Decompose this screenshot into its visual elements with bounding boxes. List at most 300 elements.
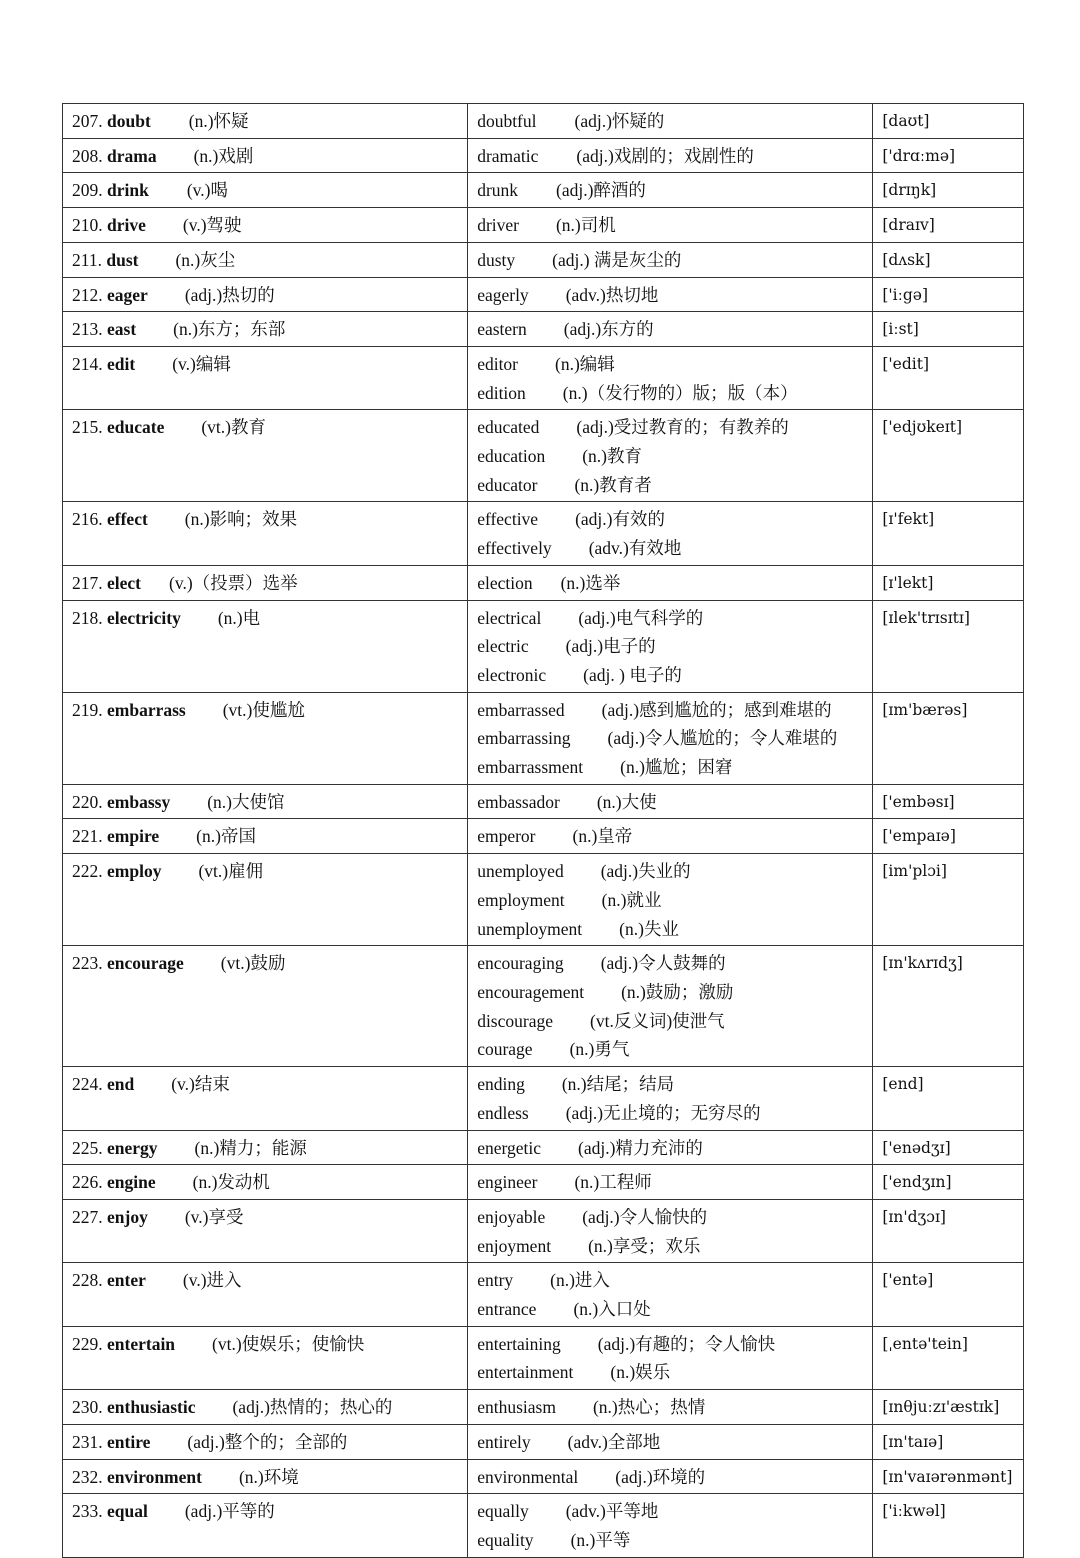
derived-definition: (adj.)戏剧的；戏剧性的 <box>576 145 754 166</box>
entry-number: 231. <box>72 1431 103 1452</box>
derived-form <box>477 978 863 1007</box>
derived-word: ending <box>477 1074 525 1095</box>
derived-forms-cell <box>468 1067 873 1130</box>
vocab-row <box>63 1390 1024 1425</box>
headword-line <box>72 569 458 598</box>
derived-form <box>477 107 863 136</box>
derived-word: entertaining <box>477 1333 561 1354</box>
derived-form <box>477 442 863 471</box>
derived-word: equality <box>477 1529 534 1550</box>
derived-definition: (adj.)无止境的；无穷尽的 <box>565 1102 761 1123</box>
derived-definition: (n.)教育 <box>582 446 642 467</box>
headword-definition: (n.)影响；效果 <box>184 509 298 530</box>
vocab-row <box>63 1459 1024 1494</box>
headword-text: effect <box>107 509 148 530</box>
headword-line <box>72 788 458 817</box>
derived-word: entertainment <box>477 1362 574 1383</box>
derived-form <box>477 661 863 690</box>
headword-definition: (vt.)使尴尬 <box>222 699 305 720</box>
headword-line <box>72 281 458 310</box>
derived-form <box>477 724 863 753</box>
vocab-row <box>63 104 1024 139</box>
derived-forms-cell <box>468 1326 873 1389</box>
entry-number: 215. <box>72 417 103 438</box>
headword-line <box>72 949 458 978</box>
derived-definition: (adj.)感到尴尬的；感到难堪的 <box>601 699 832 720</box>
headword-text: equal <box>107 1501 148 1522</box>
derived-definition: (n.)就业 <box>601 889 662 910</box>
headword-text: empire <box>107 826 160 847</box>
derived-form <box>477 1007 863 1036</box>
derived-word: encouraging <box>477 953 564 974</box>
headword-definition: (adj.)整个的；全部的 <box>187 1431 348 1452</box>
phonetic-transcription: ['empaɪə] <box>882 827 956 846</box>
phonetic-cell <box>873 1165 1024 1200</box>
derived-forms-cell <box>468 565 873 600</box>
headword-definition: (v.)喝 <box>186 180 228 201</box>
derived-word: educated <box>477 417 540 438</box>
derived-forms-cell <box>468 277 873 312</box>
derived-form <box>477 413 863 442</box>
entry-number: 227. <box>72 1206 103 1227</box>
headword-line <box>72 315 458 344</box>
headword <box>72 350 135 379</box>
headword-text: encourage <box>107 953 184 974</box>
derived-definition: (n.)娱乐 <box>610 1362 671 1383</box>
headword-text: employ <box>107 861 162 882</box>
derived-definition: (adj.)令人愉快的 <box>582 1206 708 1227</box>
derived-form <box>477 246 863 275</box>
phonetic-transcription: [daʊt] <box>882 112 930 130</box>
vocabulary-table <box>62 103 1024 1558</box>
phonetic-transcription: [dʌsk] <box>882 250 931 269</box>
derived-form <box>477 1168 863 1197</box>
headword-line <box>72 1070 458 1099</box>
phonetic-transcription: [im'plɔi] <box>882 862 947 881</box>
derived-word: electrical <box>477 607 542 628</box>
derived-form <box>477 350 863 379</box>
phonetic-transcription: [ˌentə'tein] <box>882 1334 968 1353</box>
derived-definition: (adj.)环境的 <box>615 1466 706 1487</box>
vocab-row <box>63 946 1024 1067</box>
headword-line <box>72 604 458 633</box>
entry-number: 212. <box>72 284 103 305</box>
phonetic-cell <box>873 1067 1024 1130</box>
phonetic-cell <box>873 784 1024 819</box>
headword-text: drink <box>107 180 149 201</box>
vocab-row <box>63 692 1024 784</box>
headword-line <box>72 142 458 171</box>
derived-word: embarrassed <box>477 699 565 720</box>
headword-text: environment <box>107 1466 202 1487</box>
derived-definition: (n.)享受；欢乐 <box>588 1235 701 1256</box>
derived-definition: (adv.)平等地 <box>565 1501 659 1522</box>
vocab-row <box>63 1326 1024 1389</box>
headword-cell <box>63 1326 468 1389</box>
derived-form <box>477 915 863 944</box>
vocab-row <box>63 1263 1024 1326</box>
headword-text: educate <box>107 417 165 438</box>
vocab-row <box>63 1165 1024 1200</box>
headword-cell <box>63 312 468 347</box>
headword-line <box>72 696 458 725</box>
headword-definition: (n.)帝国 <box>196 826 256 847</box>
vocab-row <box>63 173 1024 208</box>
phonetic-cell <box>873 242 1024 277</box>
derived-definition: (n.)平等 <box>570 1529 631 1550</box>
headword-definition: (v.)享受 <box>184 1206 244 1227</box>
derived-form <box>477 505 863 534</box>
headword <box>72 1070 134 1099</box>
derived-word: electric <box>477 636 529 657</box>
phonetic-transcription: ['endʒɪn] <box>882 1173 952 1192</box>
headword <box>72 822 159 851</box>
derived-form <box>477 1099 863 1128</box>
derived-word: employment <box>477 889 565 910</box>
derived-forms-cell <box>468 208 873 243</box>
derived-word: educator <box>477 474 538 495</box>
headword <box>72 246 138 275</box>
phonetic-cell <box>873 1459 1024 1494</box>
derived-definition: (n.)结尾；结局 <box>561 1074 675 1095</box>
derived-form <box>477 569 863 598</box>
headword-line <box>72 246 458 275</box>
derived-definition: (n.)入口处 <box>573 1299 651 1320</box>
headword-line <box>72 822 458 851</box>
phonetic-cell <box>873 600 1024 692</box>
phonetic-transcription: ['edit] <box>882 354 930 373</box>
derived-word: doubtful <box>477 111 537 131</box>
headword <box>72 696 186 725</box>
headword-text: enjoy <box>107 1206 148 1227</box>
derived-word: discourage <box>477 1010 553 1031</box>
headword <box>72 1203 148 1232</box>
phonetic-transcription: [draɪv] <box>882 216 935 235</box>
derived-form <box>477 949 863 978</box>
phonetic-cell <box>873 565 1024 600</box>
derived-word: edition <box>477 382 526 403</box>
headword-cell <box>63 242 468 277</box>
derived-form <box>477 176 863 205</box>
headword <box>72 857 161 886</box>
derived-forms-cell <box>468 1263 873 1326</box>
derived-definition: (n.)皇帝 <box>572 826 633 847</box>
vocab-row <box>63 277 1024 312</box>
derived-word: embassador <box>477 791 560 812</box>
headword-text: enthusiastic <box>107 1397 196 1418</box>
derived-form <box>477 1070 863 1099</box>
headword-line <box>72 1134 458 1163</box>
derived-forms-cell <box>468 138 873 173</box>
entry-number: 210. <box>72 215 103 236</box>
headword-line <box>72 107 458 136</box>
headword-text: end <box>107 1074 135 1095</box>
headword-definition: (n.)灰尘 <box>175 249 236 270</box>
phonetic-transcription: ['iːgə] <box>882 285 929 304</box>
headword <box>72 1168 156 1197</box>
derived-word: eagerly <box>477 284 529 305</box>
entry-number: 224. <box>72 1074 103 1095</box>
phonetic-cell <box>873 173 1024 208</box>
derived-definition: (adj. ) 电子的 <box>583 664 682 685</box>
headword <box>72 315 136 344</box>
phonetic-transcription: [ɪn'kʌrɪdʒ] <box>882 954 963 973</box>
derived-definition: (n.)鼓励；激励 <box>621 981 734 1002</box>
headword-line <box>72 350 458 379</box>
derived-word: entry <box>477 1270 514 1291</box>
derived-definition: (n.)司机 <box>555 215 616 236</box>
headword-cell <box>63 1424 468 1459</box>
derived-definition: (n.)热心；热情 <box>592 1397 706 1418</box>
headword-cell <box>63 600 468 692</box>
headword-cell <box>63 1459 468 1494</box>
vocab-row <box>63 312 1024 347</box>
entry-number: 220. <box>72 791 103 812</box>
phonetic-cell <box>873 312 1024 347</box>
headword-definition: (v.)结束 <box>171 1074 230 1095</box>
derived-word: enthusiasm <box>477 1397 556 1418</box>
entry-number: 219. <box>72 699 103 720</box>
derived-forms-cell <box>468 692 873 784</box>
derived-forms-cell <box>468 1494 873 1557</box>
derived-word: eastern <box>477 319 527 340</box>
derived-definition: (n.)大使 <box>596 791 657 812</box>
headword-definition: (v.)驾驶 <box>182 215 242 236</box>
entry-number: 229. <box>72 1333 103 1354</box>
headword-definition: (adj.)平等的 <box>184 1501 275 1522</box>
derived-word: courage <box>477 1039 533 1060</box>
derived-forms-cell <box>468 854 873 946</box>
entry-number: 216. <box>72 509 103 530</box>
derived-forms-cell <box>468 819 873 854</box>
headword-line <box>72 857 458 886</box>
headword-line <box>72 1428 458 1457</box>
headword-line <box>72 1393 458 1422</box>
headword-cell <box>63 1263 468 1326</box>
phonetic-cell <box>873 1130 1024 1165</box>
entry-number: 225. <box>72 1137 103 1158</box>
headword <box>72 788 170 817</box>
derived-word: driver <box>477 215 519 236</box>
derived-form <box>477 1463 863 1492</box>
phonetic-cell <box>873 692 1024 784</box>
derived-definition: (n.)勇气 <box>569 1039 630 1060</box>
derived-definition: (n.)工程师 <box>574 1172 652 1193</box>
entry-number: 232. <box>72 1466 103 1487</box>
vocab-row <box>63 410 1024 502</box>
derived-word: embarrassing <box>477 728 571 749</box>
vocab-row <box>63 1424 1024 1459</box>
headword <box>72 413 164 442</box>
derived-word: electronic <box>477 664 547 685</box>
headword-cell <box>63 1390 468 1425</box>
headword <box>72 1266 146 1295</box>
phonetic-transcription: [ɪnθjuːzɪ'æstɪk] <box>882 1398 1000 1417</box>
derived-word: education <box>477 446 546 467</box>
derived-form <box>477 1497 863 1526</box>
phonetic-cell <box>873 946 1024 1067</box>
headword-text: eager <box>107 284 148 305</box>
derived-definition: (adj.)有趣的；令人愉快 <box>597 1333 776 1354</box>
derived-definition: (n.)教育者 <box>574 474 652 495</box>
headword-definition: (adj.)热切的 <box>184 284 275 305</box>
phonetic-transcription: ['embəsɪ] <box>882 792 955 811</box>
derived-word: editor <box>477 353 519 374</box>
headword-definition: (n.)精力；能源 <box>194 1137 307 1158</box>
vocab-row <box>63 242 1024 277</box>
derived-word: energetic <box>477 1137 541 1158</box>
phonetic-cell <box>873 277 1024 312</box>
derived-word: drunk <box>477 180 519 201</box>
headword <box>72 281 148 310</box>
derived-form <box>477 857 863 886</box>
headword <box>72 142 157 171</box>
headword-line <box>72 1266 458 1295</box>
derived-definition: (adj.)令人鼓舞的 <box>600 953 726 974</box>
derived-definition: (adj.)怀疑的 <box>574 111 665 131</box>
headword-definition: (n.)发动机 <box>192 1172 270 1193</box>
entry-number: 208. <box>72 145 103 166</box>
phonetic-cell <box>873 502 1024 565</box>
derived-forms-cell <box>468 242 873 277</box>
headword-text: east <box>107 319 137 340</box>
phonetic-transcription: ['iːkwəl] <box>882 1502 946 1521</box>
derived-form <box>477 211 863 240</box>
vocab-row <box>63 138 1024 173</box>
derived-forms-cell <box>468 410 873 502</box>
derived-definition: (adv.)有效地 <box>588 538 682 559</box>
headword-cell <box>63 1199 468 1262</box>
phonetic-transcription: [drɪŋk] <box>882 181 937 200</box>
derived-forms-cell <box>468 1390 873 1425</box>
headword-cell <box>63 104 468 139</box>
phonetic-cell <box>873 1199 1024 1262</box>
derived-forms-cell <box>468 104 873 139</box>
derived-word: dusty <box>477 249 516 270</box>
headword-text: drive <box>107 215 146 236</box>
phonetic-cell <box>873 1326 1024 1389</box>
headword-line <box>72 1463 458 1492</box>
vocab-row <box>63 346 1024 409</box>
headword-cell <box>63 173 468 208</box>
derived-word: enjoyment <box>477 1235 552 1256</box>
derived-definition: (n.)选举 <box>560 572 621 593</box>
derived-form <box>477 142 863 171</box>
phonetic-transcription: [ɪn'vaɪərənmənt] <box>882 1467 1013 1486</box>
headword-line <box>72 1497 458 1526</box>
vocab-row <box>63 1130 1024 1165</box>
headword-cell <box>63 1130 468 1165</box>
headword-line <box>72 1168 458 1197</box>
derived-form <box>477 1203 863 1232</box>
phonetic-transcription: [ɪn'dʒɔɪ] <box>882 1207 946 1226</box>
headword-definition: (v.)进入 <box>182 1270 242 1291</box>
headword-definition: (vt.)雇佣 <box>198 861 264 882</box>
headword-definition: (vt.)教育 <box>201 417 267 438</box>
headword-cell <box>63 1165 468 1200</box>
headword-text: dust <box>106 249 139 270</box>
derived-form <box>477 1526 863 1555</box>
vocab-row <box>63 784 1024 819</box>
headword-cell <box>63 208 468 243</box>
headword-line <box>72 1330 458 1359</box>
vocab-row <box>63 600 1024 692</box>
derived-definition: (vt.反义词)使泄气 <box>590 1010 725 1031</box>
derived-word: effective <box>477 509 539 530</box>
derived-forms-cell <box>468 600 873 692</box>
entry-number: 228. <box>72 1270 103 1291</box>
derived-forms-cell <box>468 173 873 208</box>
headword-definition: (n.)环境 <box>238 1466 299 1487</box>
headword-line <box>72 211 458 240</box>
derived-definition: (n.)（发行物的）版；版（本） <box>562 382 798 403</box>
derived-form <box>477 281 863 310</box>
headword-text: drama <box>107 145 157 166</box>
derived-word: encouragement <box>477 981 585 1002</box>
derived-word: entirely <box>477 1431 531 1452</box>
vocab-row <box>63 1199 1024 1262</box>
derived-definition: (n.)编辑 <box>555 353 615 374</box>
headword-definition: (n.)大使馆 <box>207 791 285 812</box>
derived-definition: (adj.)精力充沛的 <box>578 1137 703 1158</box>
entry-number: 211. <box>72 249 102 270</box>
headword-line <box>72 505 458 534</box>
phonetic-cell <box>873 1390 1024 1425</box>
headword-cell <box>63 565 468 600</box>
headword <box>72 107 151 136</box>
phonetic-cell <box>873 819 1024 854</box>
headword-cell <box>63 277 468 312</box>
entry-number: 214. <box>72 353 103 374</box>
derived-word: dramatic <box>477 145 539 166</box>
headword <box>72 1463 202 1492</box>
headword-line <box>72 176 458 205</box>
headword-text: elect <box>107 572 141 593</box>
derived-word: engineer <box>477 1172 538 1193</box>
derived-form <box>477 1358 863 1387</box>
derived-form <box>477 315 863 344</box>
entry-number: 213. <box>72 319 103 340</box>
phonetic-transcription: ['edjʊkeɪt] <box>882 418 962 437</box>
phonetic-cell <box>873 208 1024 243</box>
derived-forms-cell <box>468 1130 873 1165</box>
phonetic-cell <box>873 410 1024 502</box>
headword-text: edit <box>107 353 136 374</box>
headword-cell <box>63 692 468 784</box>
headword <box>72 604 181 633</box>
derived-definition: (adj.)东方的 <box>563 319 654 340</box>
derived-definition: (adj.)电子的 <box>565 636 656 657</box>
headword-definition: (vt.)鼓励 <box>220 953 286 974</box>
entry-number: 226. <box>72 1172 103 1193</box>
derived-form <box>477 1330 863 1359</box>
headword <box>72 505 148 534</box>
derived-form <box>477 534 863 563</box>
derived-definition: (n.)尴尬；困窘 <box>620 757 733 778</box>
phonetic-cell <box>873 346 1024 409</box>
phonetic-transcription: ['entə] <box>882 1271 934 1290</box>
phonetic-transcription: [ɪn'taɪə] <box>882 1432 944 1451</box>
headword-definition: (adj.)热情的；热心的 <box>232 1397 393 1418</box>
derived-form <box>477 632 863 661</box>
headword <box>72 1134 158 1163</box>
headword-definition: (v.)（投票）选举 <box>169 572 298 593</box>
headword <box>72 1330 175 1359</box>
headword-definition: (vt.)使娱乐；使愉快 <box>212 1333 365 1354</box>
vocab-row <box>63 565 1024 600</box>
phonetic-transcription: [ɪ'lekt] <box>882 573 934 592</box>
headword-text: electricity <box>107 607 181 628</box>
